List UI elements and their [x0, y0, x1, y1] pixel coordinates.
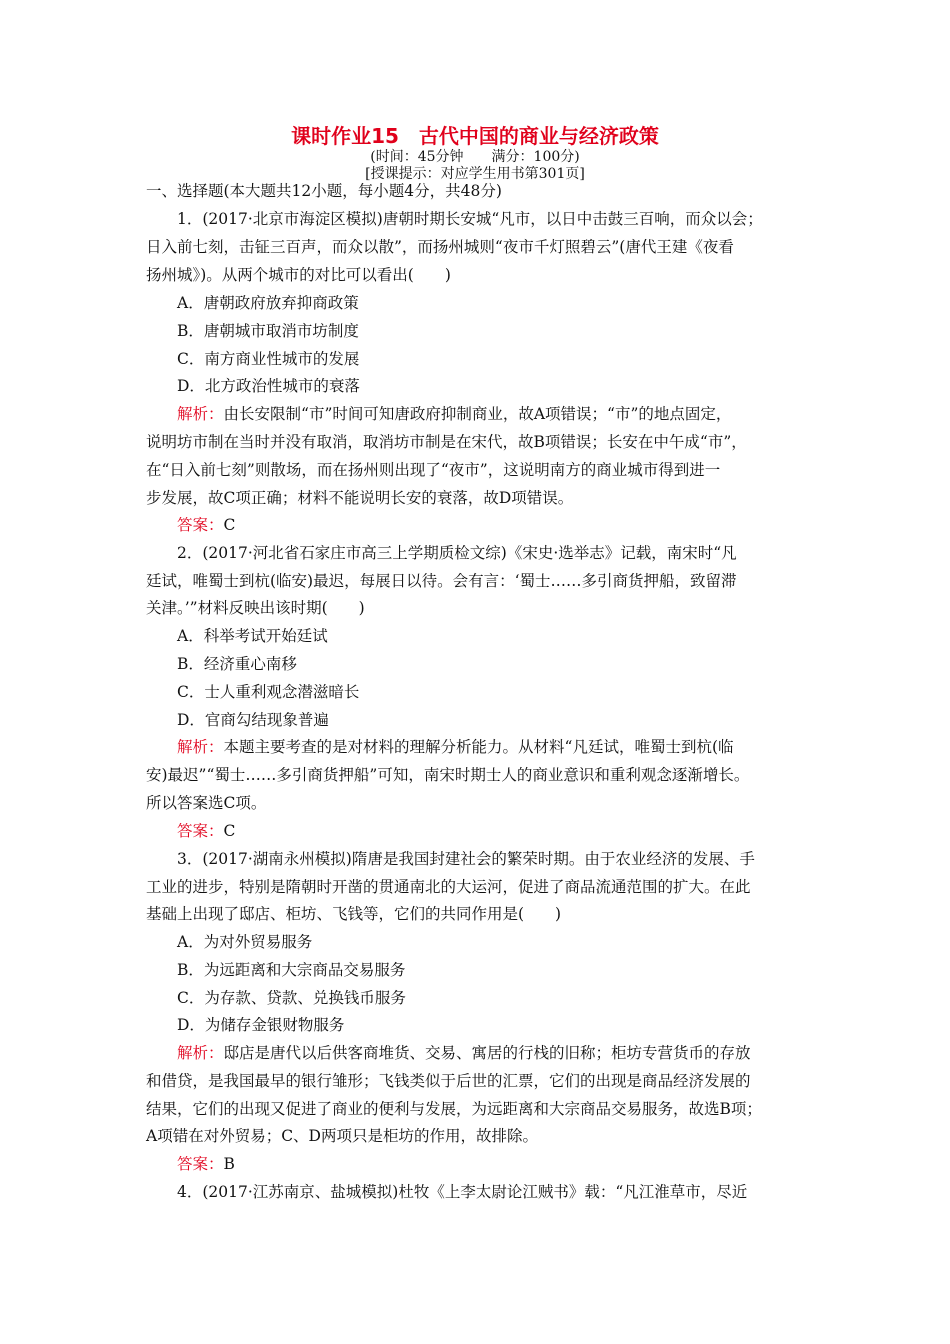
teaching-hint: [授课提示：对应学生用书第301页] [365, 166, 585, 182]
question-2-option-c: C．士人重利观念潜滋暗长 [177, 683, 360, 701]
question-1-analysis: 说明坊市制在当时并没有取消，取消坊市制是在宋代，故B项错误；长安在中午成“市”， [146, 433, 747, 451]
question-2-stem: 2．(2017·河北省石家庄市高三上学期质检文综)《宋史·选举志》记载，南宋时“凡 [177, 544, 737, 562]
question-1-stem: 扬州城》)。从两个城市的对比可以看出( ) [146, 266, 451, 284]
question-3-option-c: C．为存款、贷款、兑换钱币服务 [177, 989, 406, 1007]
question-2-analysis [177, 736, 734, 758]
question-2-analysis: 安)最迟”“蜀士……多引商货押船”可知，南宋时期士人的商业意识和重利观念逐渐增长。 [146, 766, 750, 784]
question-3-stem: 工业的进步，特别是隋朝时开凿的贯通南北的大运河，促进了商品流通范围的扩大。在此 [146, 878, 751, 896]
answer-label: 答案： [177, 822, 224, 840]
answer-value: C [223, 822, 236, 840]
question-3-option-d: D．为储存金银财物服务 [177, 1016, 345, 1034]
question-4-stem: 4．(2017·江苏南京、盐城模拟)杜牧《上李太尉论江贼书》载：“凡江淮草市，尽近 [177, 1183, 748, 1201]
question-3-option-b: B．为远距离和大宗商品交易服务 [177, 961, 406, 979]
question-2-option-b: B．经济重心南移 [177, 655, 297, 673]
question-3-analysis: 结果，它们的出现又促进了商业的便利与发展，为远距离和大宗商品交易服务，故选B项； [146, 1100, 762, 1118]
question-3-analysis [177, 1042, 751, 1064]
question-1-option-d: D．北方政治性城市的衰落 [177, 377, 360, 395]
analysis-text: 本题主要考查的是对材料的理解分析能力。从材料“凡廷试，唯蜀士到杭(临 [223, 738, 734, 756]
question-3-stem: 基础上出现了邸店、柜坊、飞钱等，它们的共同作用是( ) [146, 905, 562, 923]
page-title: 课时作业15 古代中国的商业与经济政策 [291, 124, 659, 148]
question-1-analysis: 在“日入前七刻”则散场，而在扬州则出现了“夜市”，这说明南方的商业城市得到进一 [146, 461, 721, 479]
section-heading: 一、选择题(本大题共12小题，每小题4分，共48分) [146, 182, 502, 200]
question-2-answer [177, 820, 235, 842]
question-3-stem: 3．(2017·湖南永州模拟)隋唐是我国封建社会的繁荣时期。由于农业经济的发展、手 [177, 850, 755, 868]
question-2-option-d: D．官商勾结现象普遍 [177, 711, 329, 729]
answer-value: B [223, 1155, 235, 1173]
question-1-option-b: B．唐朝城市取消市坊制度 [177, 322, 359, 340]
question-1-analysis [177, 403, 731, 425]
answer-label: 答案： [177, 516, 224, 534]
question-2-stem: 关津。’”材料反映出该时期( ) [146, 599, 365, 617]
analysis-text: 由长安限制“市”时间可知唐政府抑制商业，故A项错误；“市”的地点固定， [223, 405, 732, 423]
analysis-text: 邸店是唐代以后供客商堆货、交易、寓居的行栈的旧称；柜坊专营货币的存放 [223, 1044, 751, 1062]
question-3-analysis: A项错在对外贸易；C、D两项只是柜坊的作用，故排除。 [146, 1127, 538, 1145]
question-1-stem: 日入前七刻，击钲三百声，而众以散”，而扬州城则“夜市千灯照碧云”(唐代王建《夜看 [146, 238, 734, 256]
question-2-stem: 廷试，唯蜀士到杭(临安)最迟，每展日以待。会有言：‘蜀士……多引商货押船，致留滞 [146, 572, 737, 590]
question-1-answer [177, 514, 235, 536]
exam-meta: (时间：45分钟 满分：100分) [370, 149, 580, 165]
question-3-option-a: A．为对外贸易服务 [177, 933, 313, 951]
analysis-label: 解析： [177, 1044, 224, 1062]
question-1-analysis: 步发展，故C项正确；材料不能说明长安的衰落，故D项错误。 [146, 489, 574, 507]
question-1-option-a: A．唐朝政府放弃抑商政策 [177, 294, 359, 312]
question-3-answer [177, 1153, 235, 1175]
question-3-analysis: 和借贷，是我国最早的银行雏形；飞钱类似于后世的汇票，它们的出现是商品经济发展的 [146, 1072, 751, 1090]
question-1-option-c: C．南方商业性城市的发展 [177, 350, 360, 368]
question-2-option-a: A．科举考试开始廷试 [177, 627, 328, 645]
analysis-label: 解析： [177, 405, 224, 423]
answer-label: 答案： [177, 1155, 224, 1173]
question-2-analysis: 所以答案选C项。 [146, 794, 267, 812]
question-1-stem: 1．(2017·北京市海淀区模拟)唐朝时期长安城“凡市，以日中击鼓三百响，而众以会； [177, 210, 763, 228]
answer-value: C [223, 516, 236, 534]
analysis-label: 解析： [177, 738, 224, 756]
